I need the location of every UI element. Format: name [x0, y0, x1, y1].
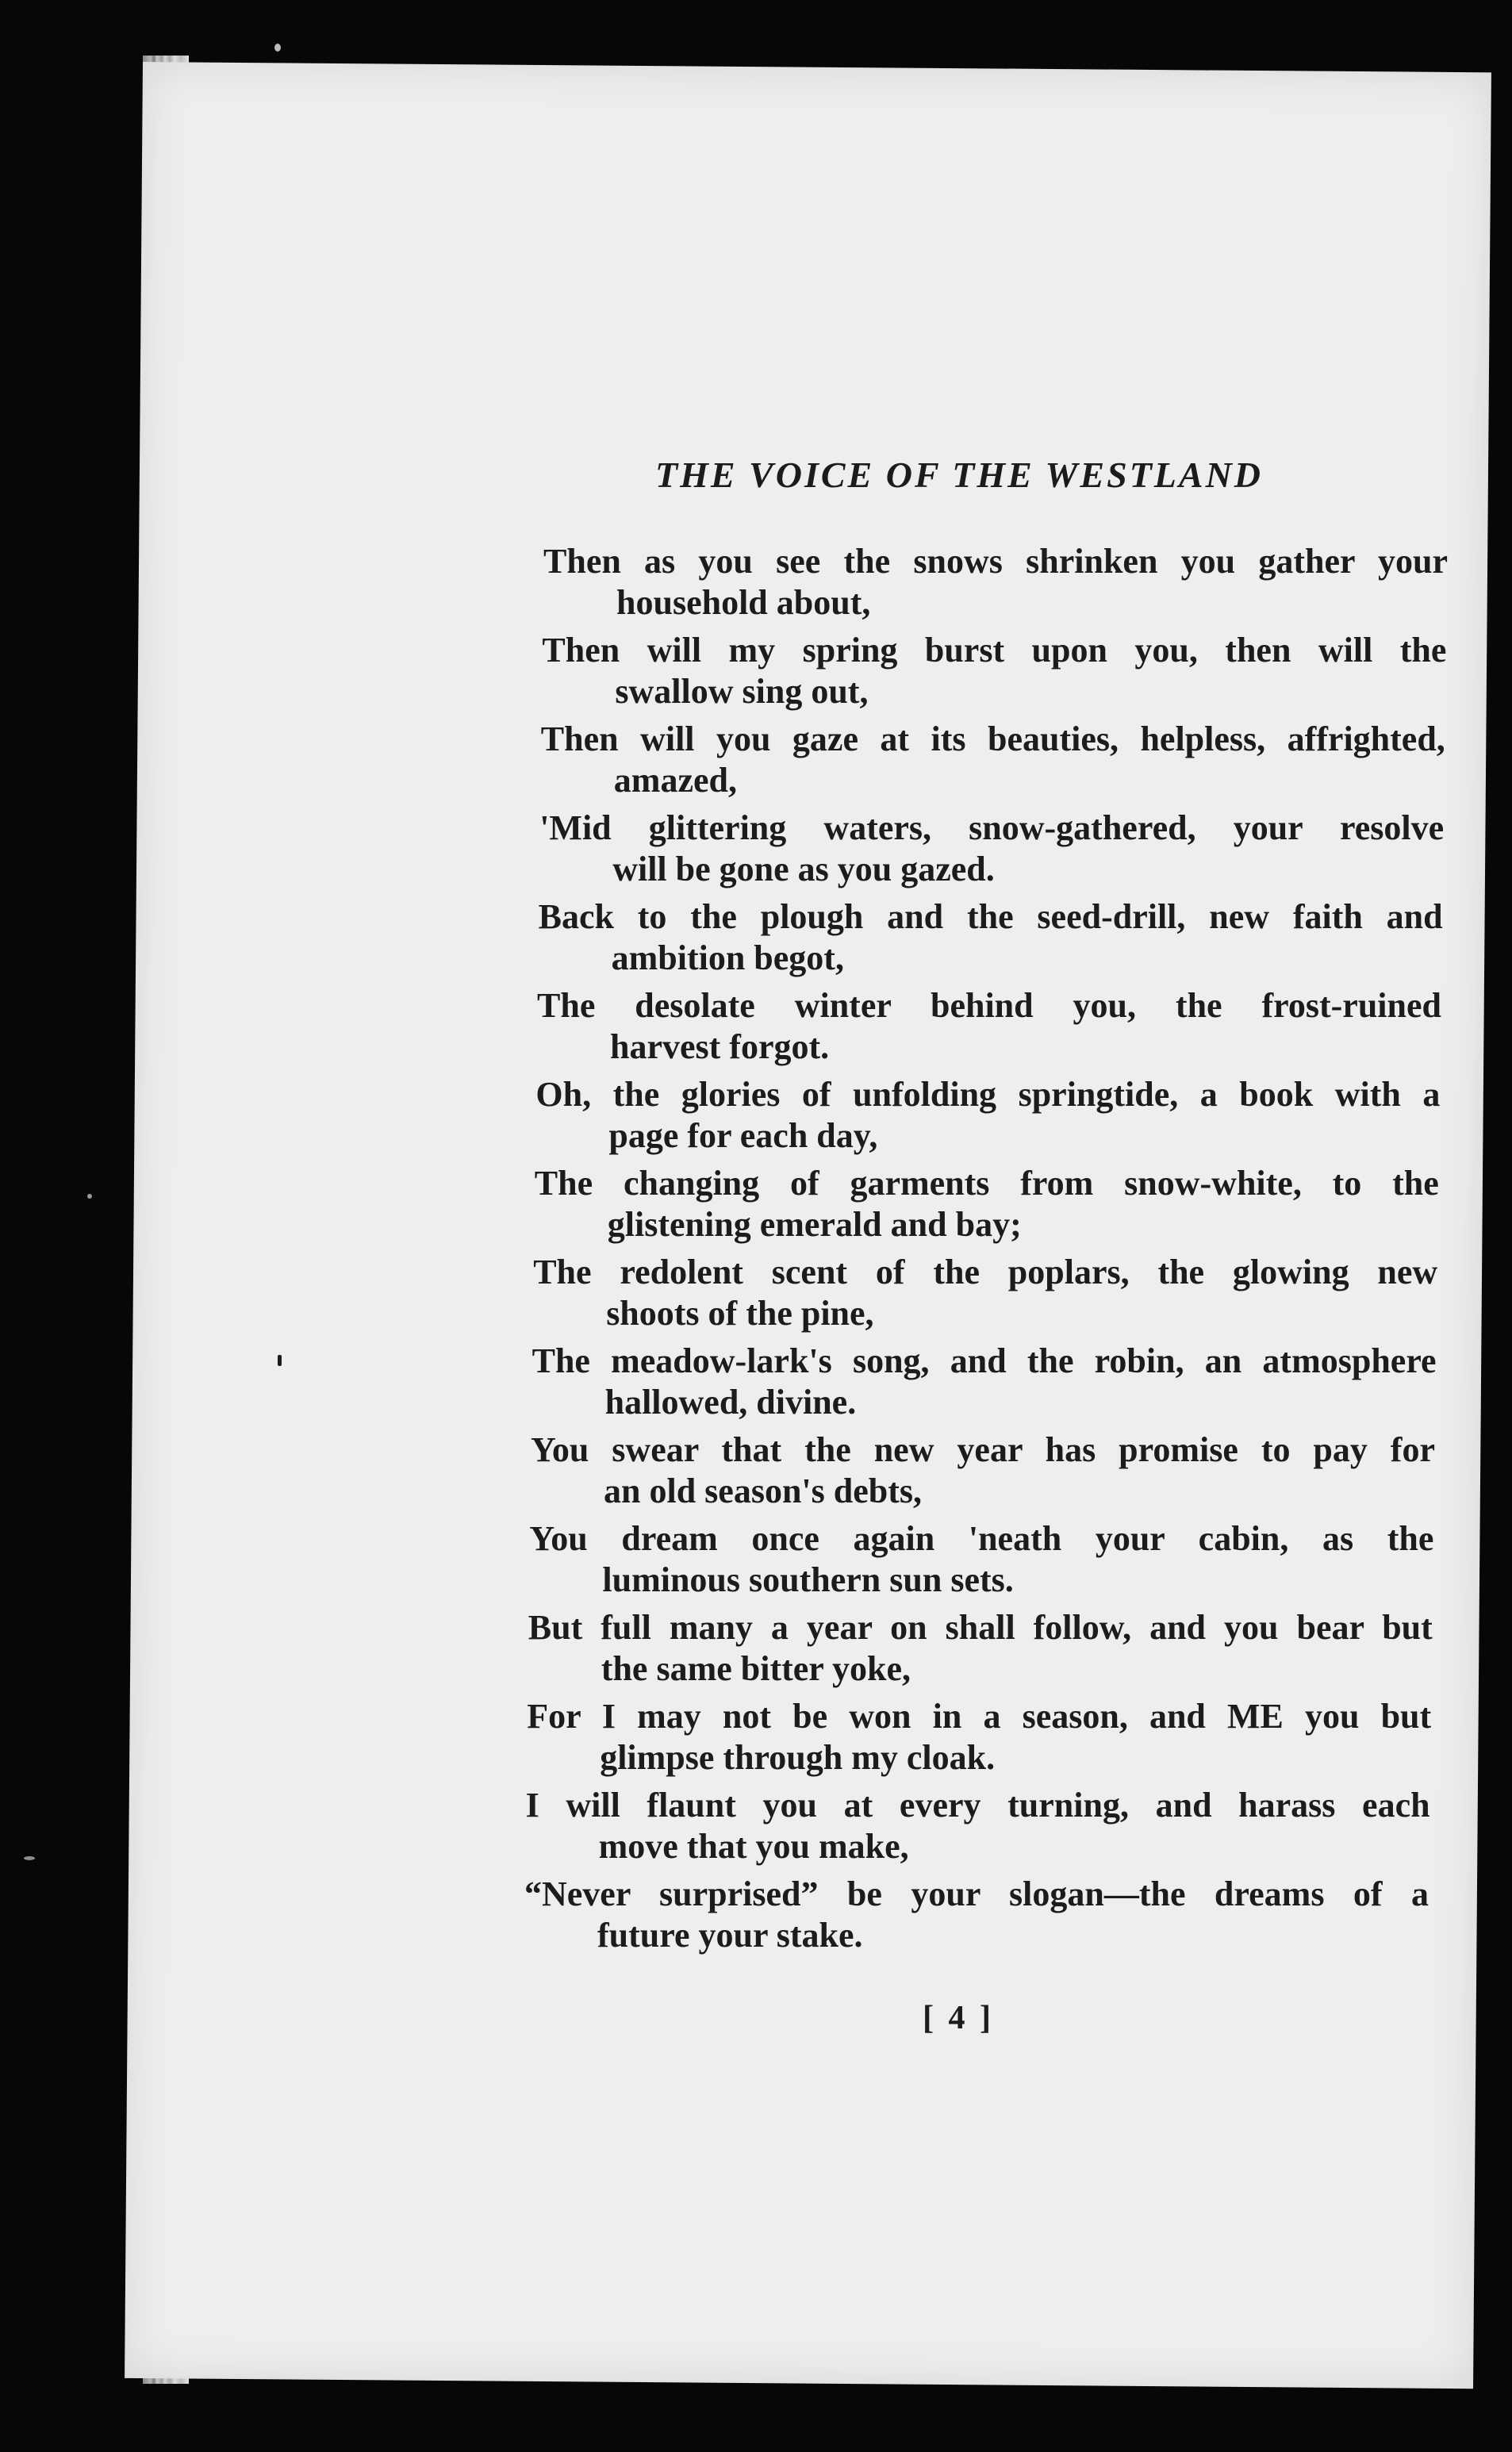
poem-line	[535, 1073, 1441, 1161]
poem-line	[543, 539, 1448, 628]
scan-speck	[87, 1194, 92, 1199]
poem-line-text: Then as you see the snows shrinken you gather your	[543, 542, 1448, 581]
poem-line	[525, 1783, 1430, 1872]
poem-line-continuation: the same bitter yoke,	[601, 1649, 911, 1688]
poem-line-text: The redolent scent of the poplars, the glowing new	[533, 1253, 1438, 1291]
poem-line	[529, 1517, 1434, 1606]
poem-line-continuation: swallow sing out,	[615, 672, 869, 711]
poem-line-continuation: move that you make,	[598, 1827, 909, 1866]
poem-line-continuation: shoots of the pine,	[606, 1294, 874, 1333]
poem-line-text: You swear that the new year has promise to pay for	[531, 1430, 1435, 1469]
poem-line-continuation: luminous southern sun sets.	[602, 1560, 1014, 1599]
running-title: THE VOICE OF THE WESTLAND	[655, 455, 1264, 495]
poem-body	[520, 539, 1448, 1961]
poem-line-text: Back to the plough and the seed-drill, new faith and	[538, 897, 1443, 936]
poem-line	[537, 984, 1441, 1073]
poem-line	[528, 1606, 1433, 1694]
poem-line-text: But full many a year on shall follow, and you bear but	[528, 1608, 1433, 1647]
poem-line-text: The desolate winter behind you, the frost-ruined	[537, 986, 1441, 1025]
poem-line	[524, 1872, 1429, 1961]
poem-line-continuation: harvest forgot.	[610, 1027, 830, 1066]
poem-line-text: The meadow-lark's song, and the robin, an atmosphere	[532, 1341, 1437, 1380]
poem-line	[531, 1428, 1435, 1517]
poem-line	[539, 806, 1445, 895]
poem-line	[538, 895, 1443, 984]
poem-line-text: Oh, the glories of unfolding springtide, a book with a	[535, 1075, 1441, 1114]
poem-line	[534, 1161, 1439, 1250]
poem-line	[533, 1250, 1438, 1339]
poem-line-continuation: page for each day,	[608, 1116, 878, 1155]
poem-line	[540, 717, 1445, 806]
poem-line-continuation: future your stake.	[597, 1916, 863, 1955]
poem-line-continuation: glimpse through my cloak.	[600, 1738, 996, 1777]
poem-line-continuation: household about,	[616, 583, 871, 622]
poem-line-continuation: glistening emerald and bay;	[607, 1205, 1022, 1244]
poem-line	[527, 1694, 1432, 1783]
poem-line-text: Then will my spring burst upon you, then will the	[542, 631, 1447, 670]
poem-line-continuation: an old season's debts,	[604, 1472, 923, 1510]
poem-line-text: You dream once again 'neath your cabin, as the	[529, 1519, 1434, 1558]
poem-line-continuation: ambition begot,	[611, 938, 844, 977]
poem-line-continuation: will be gone as you gazed.	[612, 850, 995, 888]
poem-line-text: 'Mid glittering waters, snow-gathered, your resolve	[539, 808, 1445, 847]
poem-line-continuation: amazed,	[613, 761, 737, 800]
poem-line-text: “Never surprised” be your slogan—the dreams of a	[524, 1874, 1429, 1913]
poem-line	[532, 1339, 1437, 1428]
poem-line-text: The changing of garments from snow-white, to the	[534, 1164, 1439, 1203]
poem-line-continuation: hallowed, divine.	[604, 1383, 857, 1422]
poem-line-text: Then will you gaze at its beauties, helpless, affrighted,	[540, 719, 1445, 758]
page-number: [ 4 ]	[923, 2000, 994, 2036]
scan-speck	[278, 1355, 282, 1366]
poem-line-text: I will flaunt you at every turning, and harass each	[525, 1786, 1430, 1825]
poem-line	[542, 628, 1447, 717]
scan-speck	[274, 44, 281, 52]
scan-speck	[24, 1856, 35, 1860]
poem-line-text: For I may not be won in a season, and ME you but	[527, 1697, 1432, 1736]
